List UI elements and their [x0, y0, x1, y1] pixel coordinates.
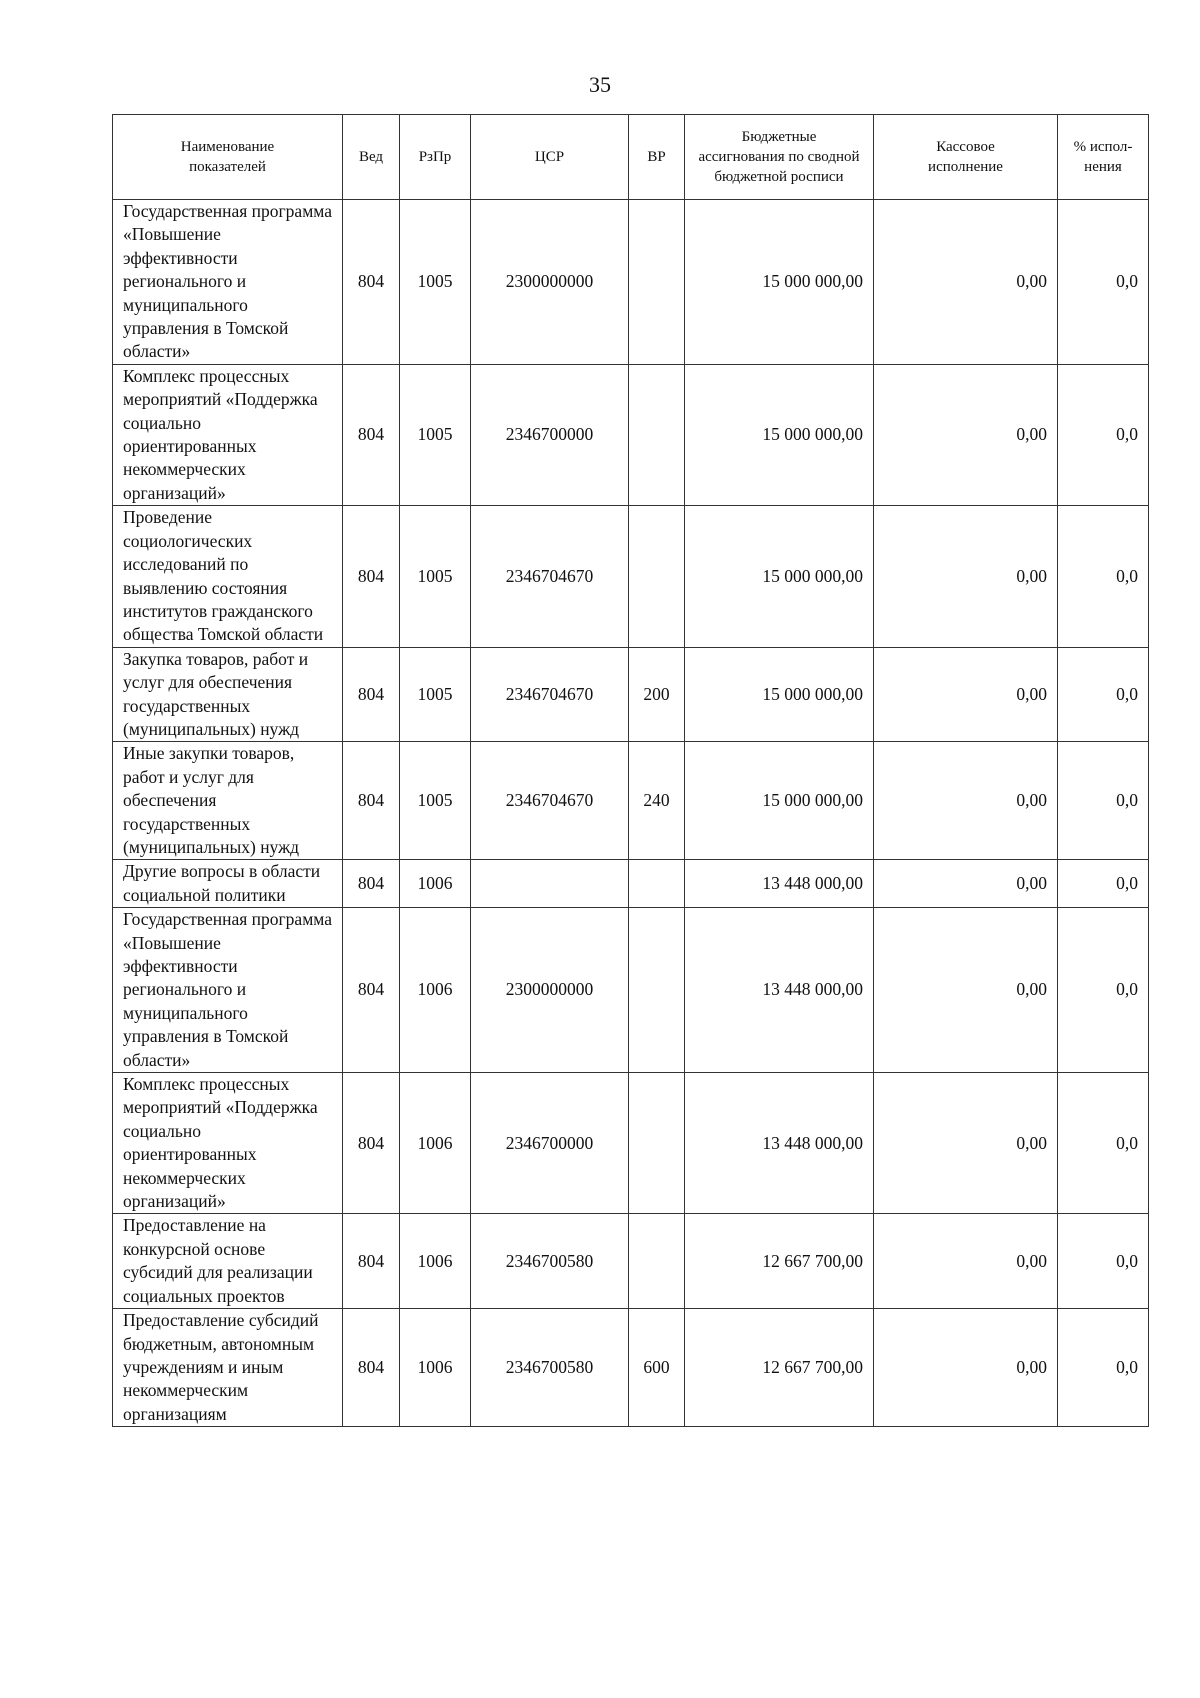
row-rzpr: 1006: [400, 1073, 471, 1214]
row-ved: 804: [343, 860, 400, 908]
row-csr: 2346704670: [471, 506, 629, 647]
row-cash: 0,00: [874, 860, 1058, 908]
table-row: [113, 1073, 1149, 1214]
row-cash: 0,00: [874, 506, 1058, 647]
row-name: Комплекс процессных мероприятий «Поддержка социально ориентированных некоммерческих организаций»: [113, 1073, 343, 1214]
row-budget: 15 000 000,00: [685, 742, 874, 860]
row-cash: 0,00: [874, 742, 1058, 860]
row-vr: [629, 1073, 685, 1214]
header-csr: ЦСР: [471, 115, 629, 200]
table-row: [113, 647, 1149, 742]
table-header-row: [113, 115, 1149, 200]
header-name: Наименование показателей: [113, 115, 343, 200]
row-cash: 0,00: [874, 908, 1058, 1073]
row-csr: 2346700580: [471, 1309, 629, 1427]
header-budget: Бюджетные ассигнования по сводной бюджетной росписи: [685, 115, 874, 200]
table-row: [113, 1214, 1149, 1309]
row-name: Проведение социологических исследований по выявлению состояния институтов гражданского общества Томской области: [113, 506, 343, 647]
row-pct: 0,0: [1058, 1073, 1149, 1214]
row-ved: 804: [343, 1309, 400, 1427]
row-budget: 13 448 000,00: [685, 1073, 874, 1214]
row-name: Государственная программа «Повышение эффективности регионального и муниципального управления в Томской области»: [113, 200, 343, 365]
row-budget: 12 667 700,00: [685, 1309, 874, 1427]
row-ved: 804: [343, 742, 400, 860]
row-csr: 2346700000: [471, 1073, 629, 1214]
row-rzpr: 1005: [400, 364, 471, 505]
row-ved: 804: [343, 647, 400, 742]
header-vr: ВР: [629, 115, 685, 200]
row-csr: [471, 860, 629, 908]
table-row: [113, 1309, 1149, 1427]
row-vr: 200: [629, 647, 685, 742]
row-csr: 2300000000: [471, 200, 629, 365]
row-cash: 0,00: [874, 1214, 1058, 1309]
row-cash: 0,00: [874, 1309, 1058, 1427]
row-name: Предоставление на конкурсной основе субсидий для реализации социальных проектов: [113, 1214, 343, 1309]
table-row: [113, 908, 1149, 1073]
header-rzpr: РзПр: [400, 115, 471, 200]
row-pct: 0,0: [1058, 860, 1149, 908]
row-csr: 2346704670: [471, 742, 629, 860]
table-row: [113, 506, 1149, 647]
row-pct: 0,0: [1058, 647, 1149, 742]
row-ved: 804: [343, 364, 400, 505]
row-budget: 15 000 000,00: [685, 200, 874, 365]
row-name: Государственная программа «Повышение эффективности регионального и муниципального управления в Томской области»: [113, 908, 343, 1073]
table-row: [113, 860, 1149, 908]
row-csr: 2300000000: [471, 908, 629, 1073]
row-ved: 804: [343, 200, 400, 365]
row-name: Иные закупки товаров, работ и услуг для обеспечения государственных (муниципальных) нужд: [113, 742, 343, 860]
row-ved: 804: [343, 506, 400, 647]
table-row: [113, 364, 1149, 505]
header-ved: Вед: [343, 115, 400, 200]
row-pct: 0,0: [1058, 364, 1149, 505]
table-row: [113, 742, 1149, 860]
row-rzpr: 1005: [400, 647, 471, 742]
row-csr: 2346700000: [471, 364, 629, 505]
row-rzpr: 1005: [400, 200, 471, 365]
row-vr: [629, 1214, 685, 1309]
row-budget: 13 448 000,00: [685, 860, 874, 908]
row-name: Закупка товаров, работ и услуг для обеспечения государственных (муниципальных) нужд: [113, 647, 343, 742]
row-vr: [629, 200, 685, 365]
row-budget: 13 448 000,00: [685, 908, 874, 1073]
row-rzpr: 1006: [400, 908, 471, 1073]
header-pct: % испол-нения: [1058, 115, 1149, 200]
row-rzpr: 1006: [400, 1309, 471, 1427]
row-pct: 0,0: [1058, 742, 1149, 860]
row-rzpr: 1006: [400, 1214, 471, 1309]
row-pct: 0,0: [1058, 908, 1149, 1073]
row-ved: 804: [343, 908, 400, 1073]
row-vr: 240: [629, 742, 685, 860]
row-budget: 15 000 000,00: [685, 364, 874, 505]
row-pct: 0,0: [1058, 1309, 1149, 1427]
row-ved: 804: [343, 1073, 400, 1214]
row-ved: 804: [343, 1214, 400, 1309]
row-name: Другие вопросы в области социальной политики: [113, 860, 343, 908]
page-number: 35: [589, 72, 611, 97]
row-budget: 15 000 000,00: [685, 647, 874, 742]
row-cash: 0,00: [874, 364, 1058, 505]
table-row: [113, 200, 1149, 365]
row-rzpr: 1006: [400, 860, 471, 908]
budget-table: [112, 114, 1149, 1427]
row-csr: 2346704670: [471, 647, 629, 742]
row-name: Предоставление субсидий бюджетным, автономным учреждениям и иным некоммерческим организациям: [113, 1309, 343, 1427]
row-rzpr: 1005: [400, 742, 471, 860]
row-budget: 15 000 000,00: [685, 506, 874, 647]
row-vr: [629, 908, 685, 1073]
row-pct: 0,0: [1058, 506, 1149, 647]
row-vr: [629, 860, 685, 908]
row-cash: 0,00: [874, 647, 1058, 742]
header-cash: Кассовое исполнение: [874, 115, 1058, 200]
row-pct: 0,0: [1058, 1214, 1149, 1309]
row-cash: 0,00: [874, 1073, 1058, 1214]
row-cash: 0,00: [874, 200, 1058, 365]
row-vr: 600: [629, 1309, 685, 1427]
row-vr: [629, 364, 685, 505]
row-pct: 0,0: [1058, 200, 1149, 365]
row-csr: 2346700580: [471, 1214, 629, 1309]
row-rzpr: 1005: [400, 506, 471, 647]
row-budget: 12 667 700,00: [685, 1214, 874, 1309]
row-vr: [629, 506, 685, 647]
row-name: Комплекс процессных мероприятий «Поддержка социально ориентированных некоммерческих организаций»: [113, 364, 343, 505]
